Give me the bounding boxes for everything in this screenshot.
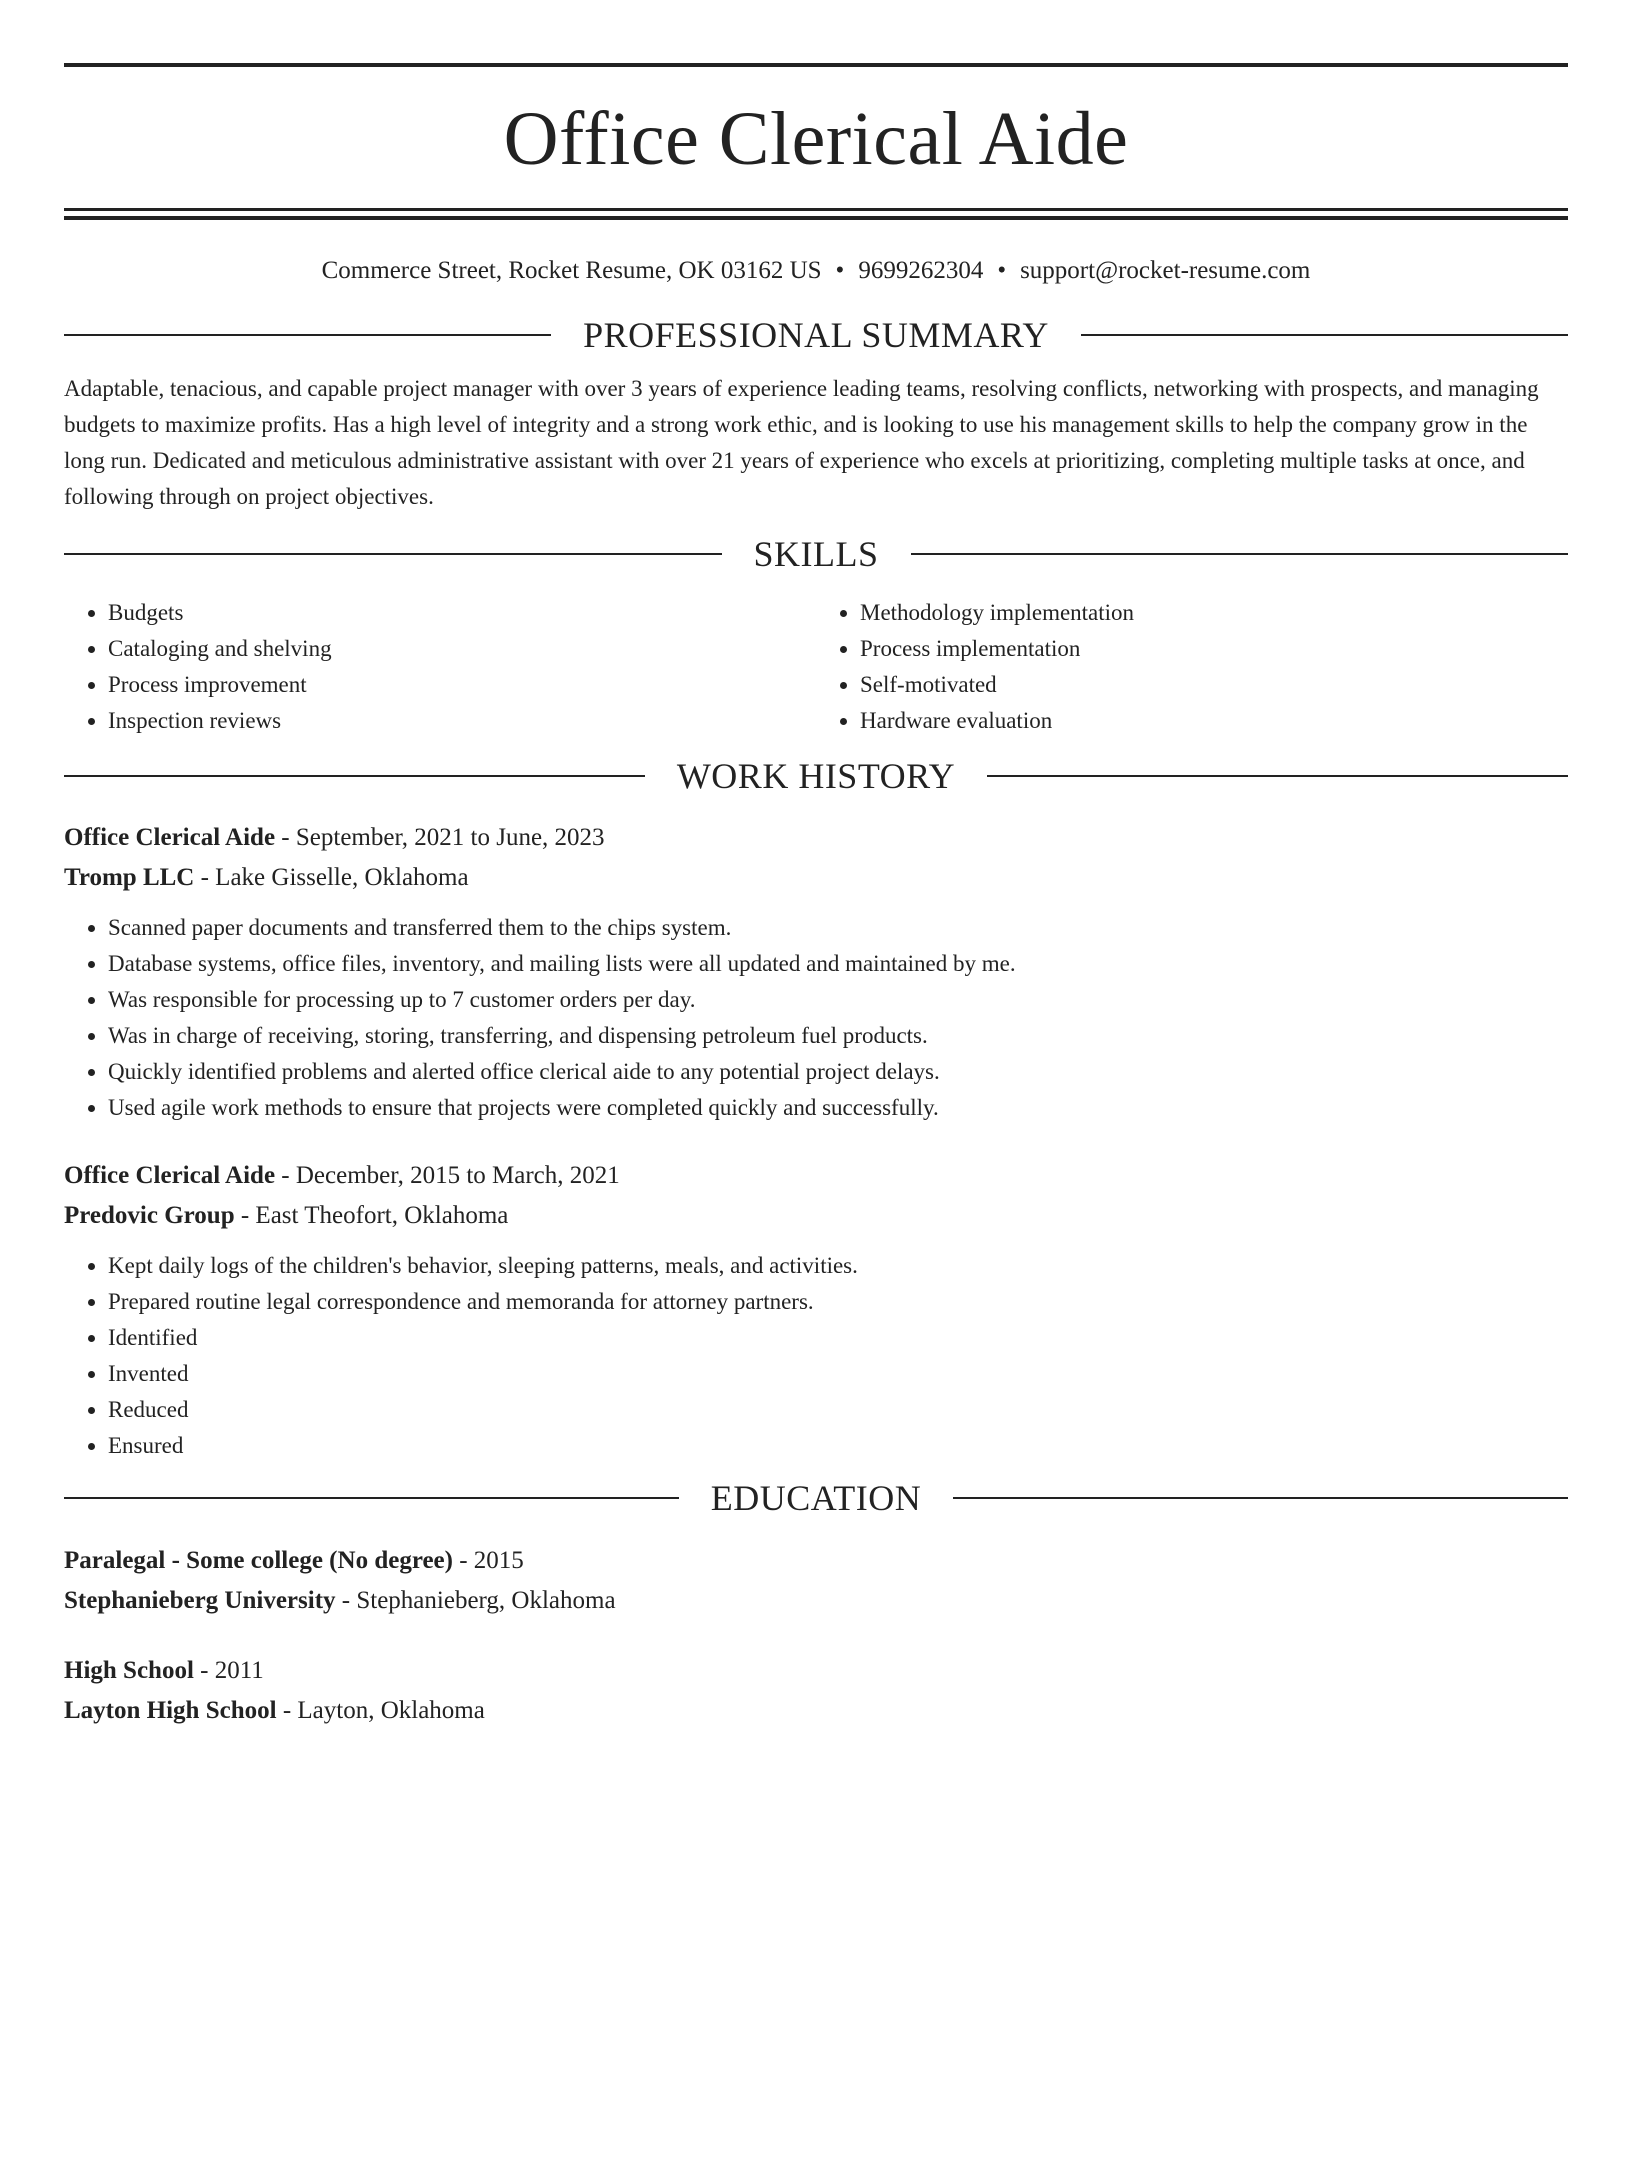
education-location: - Layton, Oklahoma (276, 1697, 485, 1724)
section-title-education: EDUCATION (710, 1478, 922, 1518)
section-heading-summary (64, 315, 1568, 355)
job-duty: • Scanned paper documents and transferred them to the chips system. (108, 910, 1568, 946)
section-rule-right (953, 1497, 1568, 1499)
header-top-rule (64, 63, 1568, 67)
education-school-line (64, 1691, 1568, 1731)
education-school-line (64, 1581, 1568, 1621)
section-title-summary: PROFESSIONAL SUMMARY (583, 315, 1049, 355)
job-duty: • Was in charge of receiving, storing, transferring, and dispensing petroleum fuel products. (108, 1018, 1568, 1054)
job-duties (64, 1248, 1568, 1464)
section-title-skills: SKILLS (753, 534, 879, 574)
skill-item: • Inspection reviews (108, 703, 816, 739)
education-degree: Paralegal - Some college (No degree) (64, 1547, 453, 1574)
skills-column-right (816, 595, 1568, 739)
education-entry (64, 1651, 1568, 1731)
job-duty: • Identified (108, 1320, 1568, 1356)
contact-phone: 9699262304 (858, 257, 984, 284)
education-degree: High School (64, 1657, 194, 1684)
job-duty: • Reduced (108, 1392, 1568, 1428)
section-rule-left (64, 553, 722, 555)
job-duty: • Was responsible for processing up to 7 customer orders per day. (108, 982, 1568, 1018)
contact-address: Commerce Street, Rocket Resume, OK 03162 US (321, 257, 822, 284)
header-double-rule (64, 208, 1568, 220)
resume-name: Office Clerical Aide (503, 97, 1129, 181)
skill-item: • Process improvement (108, 667, 816, 703)
skill-item: • Methodology implementation (860, 595, 1568, 631)
summary-text: Adaptable, tenacious, and capable project manager with over 3 years of experience leading teams, resolving conflicts, networking with prospects, and managing budgets to maximize profits. Has a high level of integrity and a strong work ethic, and is looking to use his management skills to help the company grow in the long run. Dedicated and meticulous administrative assistant with over 21 years of experience who excels at prioritizing, completing multiple tasks at once, and following through on project objectives. (64, 376, 1539, 509)
job-dates: - September, 2021 to June, 2023 (275, 824, 605, 851)
education-school: Layton High School (64, 1697, 277, 1724)
resume-page (0, 63, 1632, 2175)
section-heading-education (64, 1478, 1568, 1518)
education-degree-line (64, 1651, 1568, 1691)
contact-line (64, 256, 1568, 286)
skill-item: • Cataloging and shelving (108, 631, 816, 667)
job-role: Office Clerical Aide (64, 1162, 276, 1189)
job-dates: - December, 2015 to March, 2021 (275, 1162, 620, 1189)
skill-item: • Self-motivated (860, 667, 1568, 703)
skills-list (64, 595, 1568, 739)
skills-column-left (64, 595, 816, 739)
section-rule-left (64, 334, 551, 336)
section-rule-right (1081, 334, 1568, 336)
job-role: Office Clerical Aide (64, 824, 276, 851)
job-duty: • Quickly identified problems and alerted office clerical aide to any potential project delays. (108, 1054, 1568, 1090)
job-duty: • Prepared routine legal correspondence and memoranda for attorney partners. (108, 1284, 1568, 1320)
contact-email: support@rocket-resume.com (1020, 257, 1311, 284)
education-entry (64, 1541, 1568, 1621)
section-heading-skills (64, 534, 1568, 574)
section-rule-right (911, 553, 1569, 555)
job-duty: • Ensured (108, 1428, 1568, 1464)
job-entry (64, 818, 1568, 1126)
contact-separator: • (835, 257, 845, 284)
job-duties (64, 910, 1568, 1126)
skill-item: • Hardware evaluation (860, 703, 1568, 739)
job-title-line (64, 818, 1568, 858)
job-duty: • Invented (108, 1356, 1568, 1392)
skill-item: • Budgets (108, 595, 816, 631)
job-company: Tromp LLC (64, 864, 195, 891)
section-heading-work (64, 756, 1568, 796)
job-duty: • Database systems, office files, inventory, and mailing lists were all updated and maintained by me. (108, 946, 1568, 982)
education-degree-line (64, 1541, 1568, 1581)
job-company: Predovic Group (64, 1202, 235, 1229)
job-location: - East Theofort, Oklahoma (234, 1202, 509, 1229)
section-rule-right (987, 775, 1568, 777)
job-entry (64, 1156, 1568, 1464)
section-rule-left (64, 775, 645, 777)
skill-item: • Process implementation (860, 631, 1568, 667)
contact-separator: • (997, 257, 1007, 284)
education-location: - Stephanieberg, Oklahoma (335, 1587, 616, 1614)
section-title-work: WORK HISTORY (676, 756, 956, 796)
education-year: - 2011 (193, 1657, 264, 1684)
job-duty: • Kept daily logs of the children's behavior, sleeping patterns, meals, and activities. (108, 1248, 1568, 1284)
job-location: - Lake Gisselle, Oklahoma (194, 864, 469, 891)
job-title-line (64, 1156, 1568, 1196)
job-company-line (64, 858, 1568, 898)
education-year: - 2015 (452, 1547, 524, 1574)
job-duty: • Used agile work methods to ensure that projects were completed quickly and successfully. (108, 1090, 1568, 1126)
section-rule-left (64, 1497, 679, 1499)
job-company-line (64, 1196, 1568, 1236)
education-school: Stephanieberg University (64, 1587, 336, 1614)
